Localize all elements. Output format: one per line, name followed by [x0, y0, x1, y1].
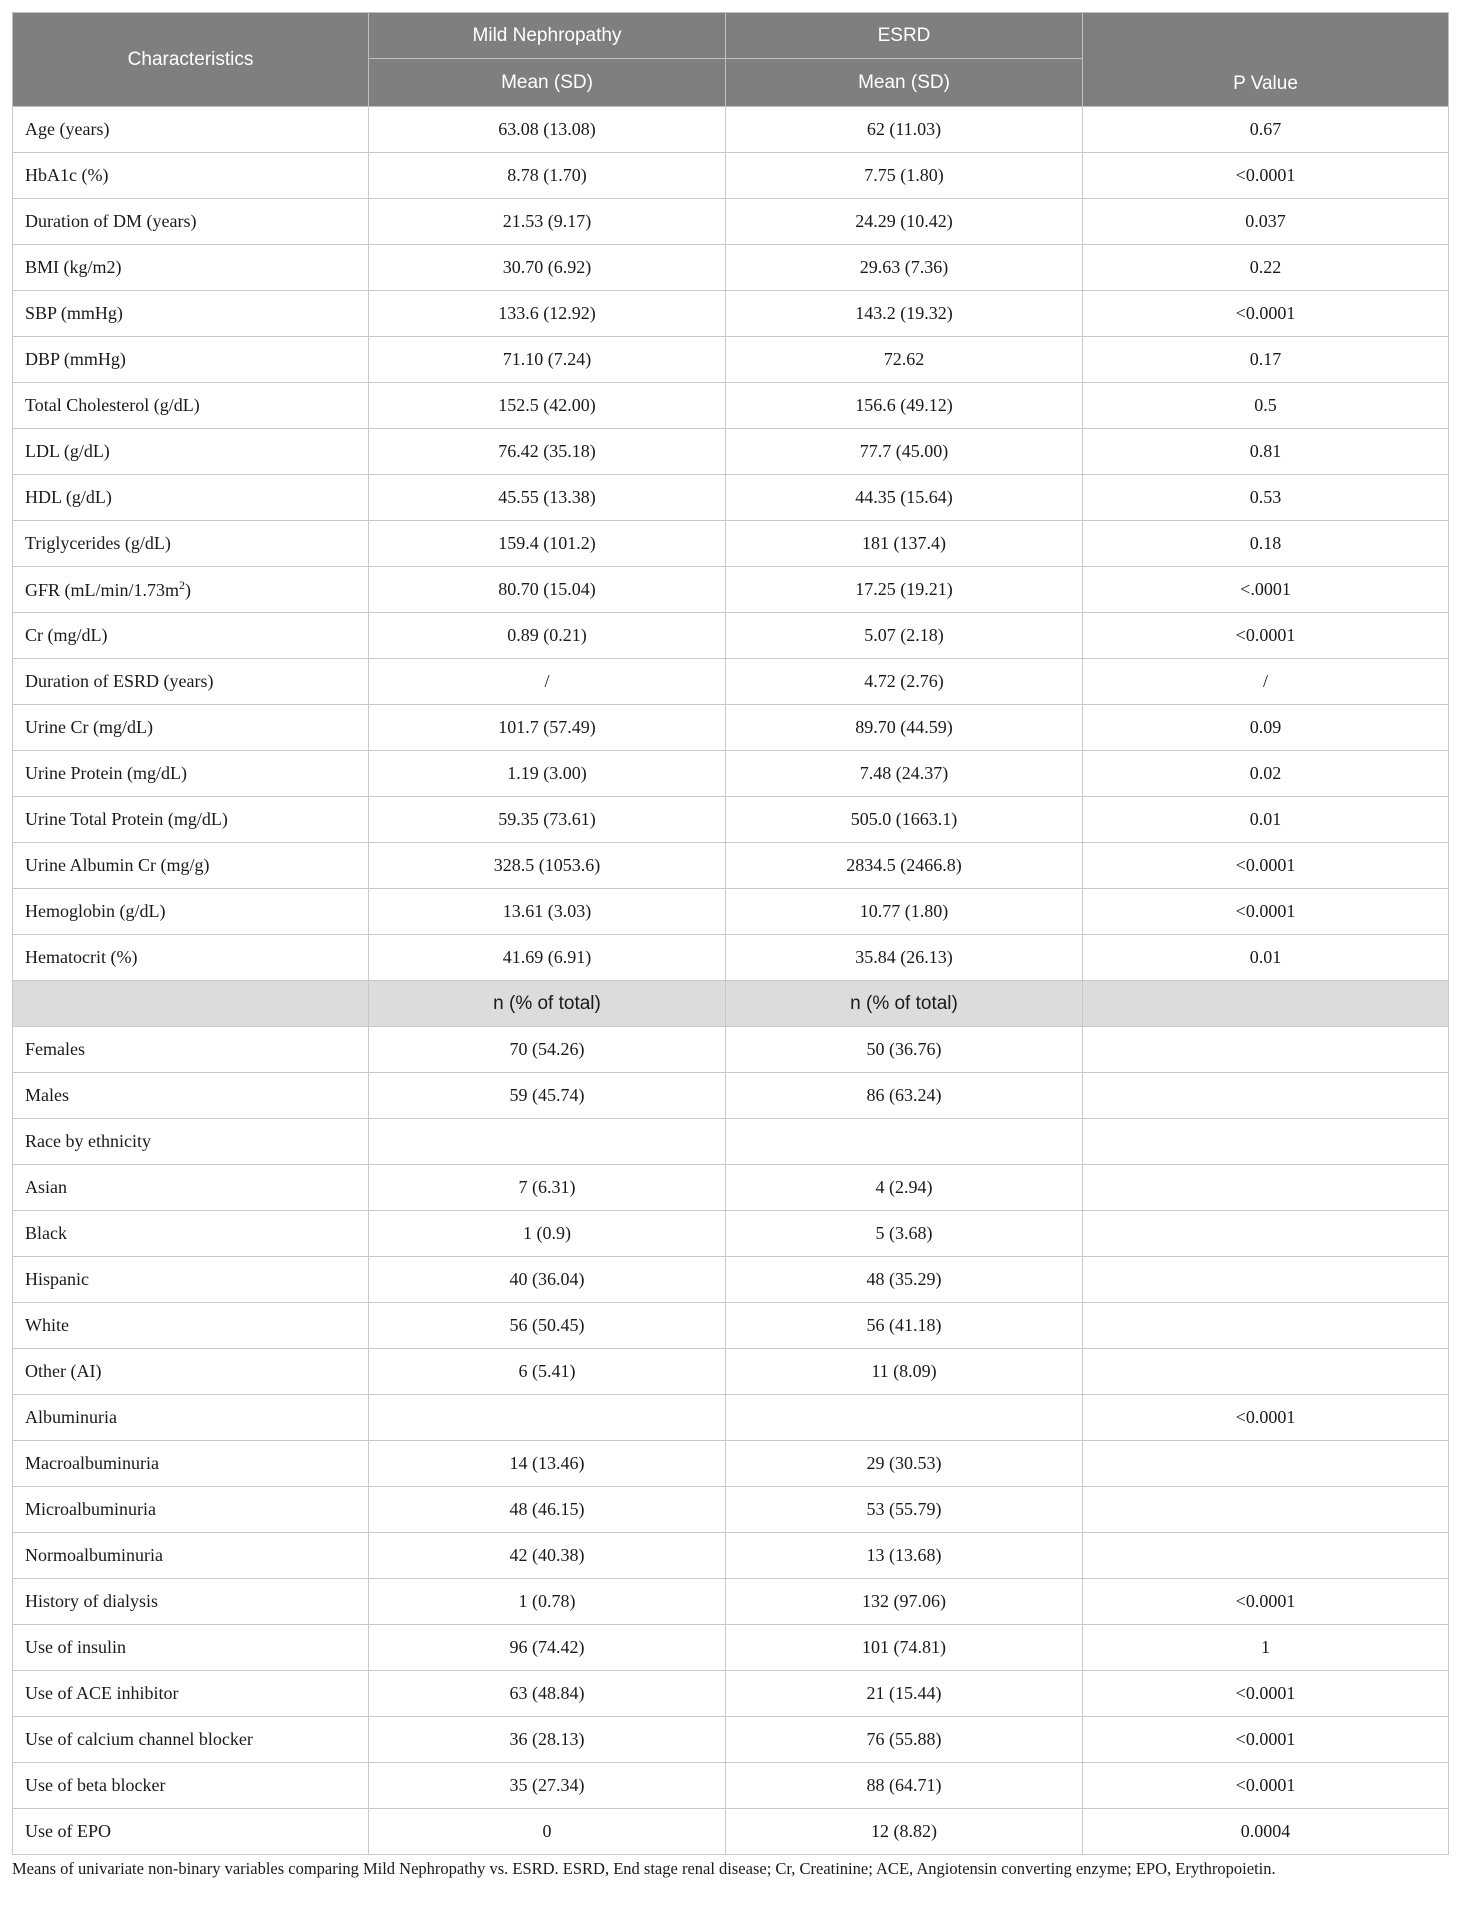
- cell-p-value: <0.0001: [1083, 1717, 1449, 1763]
- table-row: [13, 1257, 1449, 1303]
- cell-esrd: 13 (13.68): [726, 1533, 1083, 1579]
- cell-p-value: [1083, 1027, 1449, 1073]
- table-row: [13, 797, 1449, 843]
- table-row: [13, 199, 1449, 245]
- table-row: [13, 107, 1449, 153]
- cell-mild-nephropathy: 56 (50.45): [369, 1303, 726, 1349]
- row-label: Duration of DM (years): [13, 199, 369, 245]
- table-row: [13, 1487, 1449, 1533]
- cell-mild-nephropathy: 21.53 (9.17): [369, 199, 726, 245]
- cell-p-value: 0.81: [1083, 429, 1449, 475]
- row-label: Age (years): [13, 107, 369, 153]
- cell-p-value: [1083, 1119, 1449, 1165]
- cell-p-value: 0.01: [1083, 935, 1449, 981]
- row-label: White: [13, 1303, 369, 1349]
- table-row: [13, 1073, 1449, 1119]
- cell-esrd: 86 (63.24): [726, 1073, 1083, 1119]
- row-label: Use of beta blocker: [13, 1763, 369, 1809]
- table-row: [13, 659, 1449, 705]
- row-label: Use of insulin: [13, 1625, 369, 1671]
- row-label: Urine Protein (mg/dL): [13, 751, 369, 797]
- header-esrd: ESRD: [726, 13, 1083, 59]
- row-label-text: GFR (mL/min/1.73m: [25, 580, 180, 600]
- table-header: [13, 13, 1449, 107]
- cell-esrd: 2834.5 (2466.8): [726, 843, 1083, 889]
- cell-mild-nephropathy: 63.08 (13.08): [369, 107, 726, 153]
- table-row: [13, 1165, 1449, 1211]
- cell-mild-nephropathy: 45.55 (13.38): [369, 475, 726, 521]
- cell-p-value: /: [1083, 659, 1449, 705]
- cell-p-value: [1083, 1257, 1449, 1303]
- table-row: [13, 1027, 1449, 1073]
- table-caption: Means of univariate non-binary variables comparing Mild Nephropathy vs. ESRD. ESRD, End stage renal disease; Cr, Creatinine; ACE, Angiotensin converting enzyme; EPO, Erythropoietin.: [12, 1859, 1276, 1878]
- cell-mild-nephropathy: /: [369, 659, 726, 705]
- table-row: [13, 1809, 1449, 1855]
- table-row: [13, 1303, 1449, 1349]
- table-row: [13, 843, 1449, 889]
- row-label: Use of calcium channel blocker: [13, 1717, 369, 1763]
- cell-mild-nephropathy: 152.5 (42.00): [369, 383, 726, 429]
- cell-p-value: [1083, 1349, 1449, 1395]
- cell-p-value: 0.17: [1083, 337, 1449, 383]
- row-label: Triglycerides (g/dL): [13, 521, 369, 567]
- cell-p-value: <0.0001: [1083, 613, 1449, 659]
- cell-esrd: 29.63 (7.36): [726, 245, 1083, 291]
- table-row: [13, 613, 1449, 659]
- row-label: LDL (g/dL): [13, 429, 369, 475]
- cell-p-value: <0.0001: [1083, 843, 1449, 889]
- cell-p-value: <0.0001: [1083, 1579, 1449, 1625]
- cell-mild-nephropathy: 159.4 (101.2): [369, 521, 726, 567]
- row-label: Other (AI): [13, 1349, 369, 1395]
- header-mean-sd-group2: Mean (SD): [726, 59, 1083, 107]
- cell-esrd: 77.7 (45.00): [726, 429, 1083, 475]
- cell-p-value: [1083, 1165, 1449, 1211]
- table-row: [13, 1119, 1449, 1165]
- cell-p-value: <.0001: [1083, 567, 1449, 613]
- cell-p-value: <0.0001: [1083, 291, 1449, 337]
- cell-esrd: 101 (74.81): [726, 1625, 1083, 1671]
- table-row: [13, 935, 1449, 981]
- table-row: [13, 153, 1449, 199]
- table-row: [13, 245, 1449, 291]
- cell-p-value: [1083, 1073, 1449, 1119]
- cell-mild-nephropathy: 71.10 (7.24): [369, 337, 726, 383]
- table-row: [13, 291, 1449, 337]
- cell-esrd: 48 (35.29): [726, 1257, 1083, 1303]
- cell-mild-nephropathy: 0.89 (0.21): [369, 613, 726, 659]
- cell-mild-nephropathy: 13.61 (3.03): [369, 889, 726, 935]
- cell-mild-nephropathy: 1.19 (3.00): [369, 751, 726, 797]
- table-row: [13, 475, 1449, 521]
- cell-esrd: 143.2 (19.32): [726, 291, 1083, 337]
- cell-esrd: [726, 1119, 1083, 1165]
- cell-esrd: 89.70 (44.59): [726, 705, 1083, 751]
- cell-mild-nephropathy: [369, 1119, 726, 1165]
- row-label: Black: [13, 1211, 369, 1257]
- cell-esrd: 10.77 (1.80): [726, 889, 1083, 935]
- row-label: [13, 567, 369, 613]
- cell-esrd: 156.6 (49.12): [726, 383, 1083, 429]
- cell-esrd: 132 (97.06): [726, 1579, 1083, 1625]
- table-row: [13, 383, 1449, 429]
- cell-p-value: 0.037: [1083, 199, 1449, 245]
- cell-esrd: 72.62: [726, 337, 1083, 383]
- cell-mild-nephropathy: 59.35 (73.61): [369, 797, 726, 843]
- table-body: [13, 107, 1449, 1855]
- cell-mild-nephropathy: 48 (46.15): [369, 1487, 726, 1533]
- cell-mild-nephropathy: 41.69 (6.91): [369, 935, 726, 981]
- row-label-superscript: 2: [179, 578, 186, 592]
- cell-esrd: 505.0 (1663.1): [726, 797, 1083, 843]
- cell-esrd: 62 (11.03): [726, 107, 1083, 153]
- cell-mild-nephropathy: 101.7 (57.49): [369, 705, 726, 751]
- cell-mild-nephropathy: 14 (13.46): [369, 1441, 726, 1487]
- row-label: Normoalbuminuria: [13, 1533, 369, 1579]
- row-label-end: ): [185, 580, 192, 600]
- cell-mild-nephropathy: 42 (40.38): [369, 1533, 726, 1579]
- row-label: HDL (g/dL): [13, 475, 369, 521]
- cell-esrd: 44.35 (15.64): [726, 475, 1083, 521]
- cell-mild-nephropathy: 0: [369, 1809, 726, 1855]
- table-row: [13, 1211, 1449, 1257]
- cell-mild-nephropathy: 63 (48.84): [369, 1671, 726, 1717]
- cell-esrd: 5 (3.68): [726, 1211, 1083, 1257]
- table-row: [13, 1579, 1449, 1625]
- row-label: Urine Total Protein (mg/dL): [13, 797, 369, 843]
- cell-p-value: [1083, 1303, 1449, 1349]
- subheader-empty: [1083, 981, 1449, 1027]
- cell-p-value: [1083, 1441, 1449, 1487]
- cell-esrd: 76 (55.88): [726, 1717, 1083, 1763]
- header-characteristics: Characteristics: [13, 13, 369, 107]
- cell-p-value: 0.22: [1083, 245, 1449, 291]
- cell-mild-nephropathy: 133.6 (12.92): [369, 291, 726, 337]
- header-mild-nephropathy: Mild Nephropathy: [369, 13, 726, 59]
- cell-p-value: [1083, 1211, 1449, 1257]
- row-label: Cr (mg/dL): [13, 613, 369, 659]
- cell-mild-nephropathy: 96 (74.42): [369, 1625, 726, 1671]
- table-row: [13, 751, 1449, 797]
- subheader-n-percent-group2: n (% of total): [726, 981, 1083, 1027]
- cell-p-value: <0.0001: [1083, 1395, 1449, 1441]
- row-label: BMI (kg/m2): [13, 245, 369, 291]
- cell-p-value: 0.0004: [1083, 1809, 1449, 1855]
- subheader-row: [13, 981, 1449, 1027]
- cell-esrd: 53 (55.79): [726, 1487, 1083, 1533]
- cell-mild-nephropathy: 59 (45.74): [369, 1073, 726, 1119]
- row-label: Females: [13, 1027, 369, 1073]
- row-label: Duration of ESRD (years): [13, 659, 369, 705]
- row-label: Hematocrit (%): [13, 935, 369, 981]
- row-label: Hispanic: [13, 1257, 369, 1303]
- cell-mild-nephropathy: 40 (36.04): [369, 1257, 726, 1303]
- row-label: Total Cholesterol (g/dL): [13, 383, 369, 429]
- row-label: HbA1c (%): [13, 153, 369, 199]
- cell-esrd: 29 (30.53): [726, 1441, 1083, 1487]
- cell-p-value: 1: [1083, 1625, 1449, 1671]
- cell-p-value: 0.53: [1083, 475, 1449, 521]
- cell-p-value: 0.09: [1083, 705, 1449, 751]
- header-mean-sd-group1: Mean (SD): [369, 59, 726, 107]
- table-row: [13, 1441, 1449, 1487]
- table-row: [13, 1717, 1449, 1763]
- table-row: [13, 429, 1449, 475]
- cell-esrd: 7.75 (1.80): [726, 153, 1083, 199]
- row-label: Asian: [13, 1165, 369, 1211]
- table-row: [13, 1533, 1449, 1579]
- row-label: DBP (mmHg): [13, 337, 369, 383]
- table-row: [13, 1763, 1449, 1809]
- cell-mild-nephropathy: 6 (5.41): [369, 1349, 726, 1395]
- row-label: Hemoglobin (g/dL): [13, 889, 369, 935]
- cell-mild-nephropathy: 36 (28.13): [369, 1717, 726, 1763]
- cell-p-value: <0.0001: [1083, 153, 1449, 199]
- cell-esrd: 21 (15.44): [726, 1671, 1083, 1717]
- cell-p-value: <0.0001: [1083, 889, 1449, 935]
- cell-esrd: 181 (137.4): [726, 521, 1083, 567]
- row-label: Albuminuria: [13, 1395, 369, 1441]
- row-label: SBP (mmHg): [13, 291, 369, 337]
- cell-p-value: 0.02: [1083, 751, 1449, 797]
- table-row: [13, 705, 1449, 751]
- cell-p-value: 0.67: [1083, 107, 1449, 153]
- cell-esrd: 17.25 (19.21): [726, 567, 1083, 613]
- table-row: [13, 1349, 1449, 1395]
- row-label: Use of ACE inhibitor: [13, 1671, 369, 1717]
- cell-mild-nephropathy: 328.5 (1053.6): [369, 843, 726, 889]
- cell-mild-nephropathy: 35 (27.34): [369, 1763, 726, 1809]
- cell-esrd: 7.48 (24.37): [726, 751, 1083, 797]
- cell-p-value: [1083, 1533, 1449, 1579]
- cell-esrd: 4.72 (2.76): [726, 659, 1083, 705]
- table-row: [13, 521, 1449, 567]
- cell-esrd: 5.07 (2.18): [726, 613, 1083, 659]
- cell-p-value: 0.01: [1083, 797, 1449, 843]
- cell-esrd: 24.29 (10.42): [726, 199, 1083, 245]
- cell-esrd: 50 (36.76): [726, 1027, 1083, 1073]
- cell-mild-nephropathy: 7 (6.31): [369, 1165, 726, 1211]
- cell-mild-nephropathy: [369, 1395, 726, 1441]
- cell-p-value: 0.5: [1083, 383, 1449, 429]
- row-label: Macroalbuminuria: [13, 1441, 369, 1487]
- cell-esrd: 56 (41.18): [726, 1303, 1083, 1349]
- subheader-empty: [13, 981, 369, 1027]
- row-label: Males: [13, 1073, 369, 1119]
- cell-p-value: [1083, 1487, 1449, 1533]
- cell-p-value: <0.0001: [1083, 1763, 1449, 1809]
- cell-esrd: 35.84 (26.13): [726, 935, 1083, 981]
- cell-mild-nephropathy: 30.70 (6.92): [369, 245, 726, 291]
- cell-esrd: [726, 1395, 1083, 1441]
- row-label: Urine Albumin Cr (mg/g): [13, 843, 369, 889]
- cell-mild-nephropathy: 80.70 (15.04): [369, 567, 726, 613]
- header-p-value: P Value: [1083, 13, 1449, 107]
- row-label: Use of EPO: [13, 1809, 369, 1855]
- row-label: Microalbuminuria: [13, 1487, 369, 1533]
- cell-esrd: 12 (8.82): [726, 1809, 1083, 1855]
- table-row: [13, 1625, 1449, 1671]
- characteristics-table: [12, 12, 1449, 1855]
- cell-esrd: 88 (64.71): [726, 1763, 1083, 1809]
- table-row: [13, 889, 1449, 935]
- table-row: [13, 1395, 1449, 1441]
- cell-p-value: 0.18: [1083, 521, 1449, 567]
- table-row: [13, 567, 1449, 613]
- cell-esrd: 4 (2.94): [726, 1165, 1083, 1211]
- subheader-n-percent-group1: n (% of total): [369, 981, 726, 1027]
- cell-mild-nephropathy: 1 (0.78): [369, 1579, 726, 1625]
- cell-mild-nephropathy: 1 (0.9): [369, 1211, 726, 1257]
- row-label: History of dialysis: [13, 1579, 369, 1625]
- row-label: Race by ethnicity: [13, 1119, 369, 1165]
- cell-esrd: 11 (8.09): [726, 1349, 1083, 1395]
- cell-mild-nephropathy: 76.42 (35.18): [369, 429, 726, 475]
- cell-p-value: <0.0001: [1083, 1671, 1449, 1717]
- table-row: [13, 337, 1449, 383]
- cell-mild-nephropathy: 70 (54.26): [369, 1027, 726, 1073]
- table-container: [12, 12, 1448, 1879]
- row-label: Urine Cr (mg/dL): [13, 705, 369, 751]
- table-row: [13, 1671, 1449, 1717]
- cell-mild-nephropathy: 8.78 (1.70): [369, 153, 726, 199]
